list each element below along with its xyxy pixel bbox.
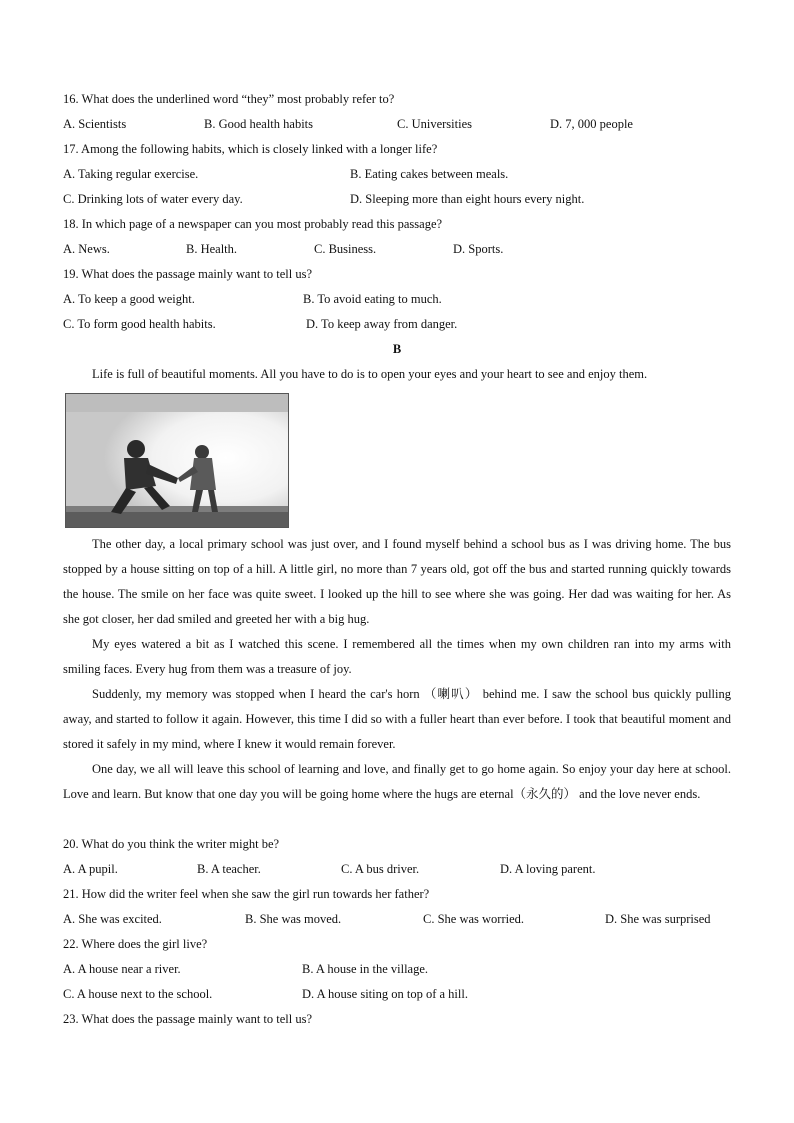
q16-option-d: D. 7, 000 people bbox=[550, 117, 633, 131]
q22-option-d: D. A house siting on top of a hill. bbox=[302, 987, 468, 1001]
section-b-heading: B bbox=[392, 342, 402, 356]
q19-option-b: B. To avoid eating to much. bbox=[303, 292, 442, 306]
question-16: 16. What does the underlined word “they” most probably refer to? bbox=[63, 92, 395, 106]
q17-option-c: C. Drinking lots of water every day. bbox=[63, 192, 243, 206]
q18-option-b: B. Health. bbox=[186, 242, 238, 256]
q21-option-a: A. She was excited. bbox=[63, 912, 162, 926]
q17-option-d: D. Sleeping more than eight hours every night. bbox=[350, 192, 585, 206]
q19-option-a: A. To keep a good weight. bbox=[63, 292, 195, 306]
question-22: 22. Where does the girl live? bbox=[63, 937, 208, 951]
q18-option-a: A. News. bbox=[63, 242, 110, 256]
passage-paragraph-3: Suddenly, my memory was stopped when I heard the car's horn （喇叭） behind me. I saw the school bus quickly pulling away, and started to follow it again. However, this time I did so with a fuller heart than ever before. I took that beautiful moment and stored it safely in my mind, where I knew it would remain forever. bbox=[63, 687, 731, 751]
passage-paragraph-2: My eyes watered a bit as I watched this scene. I remembered all the times when my own children ran into my arms with smiling faces. Every hug from them was a treasure of joy. bbox=[63, 637, 731, 676]
q22-option-b: B. A house in the village. bbox=[302, 962, 429, 976]
q21-option-d: D. She was surprised bbox=[605, 912, 711, 926]
q16-option-b: B. Good health habits bbox=[204, 117, 314, 131]
q22-option-a: A. A house near a river. bbox=[63, 962, 181, 976]
question-20: 20. What do you think the writer might be? bbox=[63, 837, 280, 851]
q21-option-c: C. She was worried. bbox=[423, 912, 525, 926]
father-daughter-photo bbox=[65, 393, 289, 528]
question-18: 18. In which page of a newspaper can you most probably read this passage? bbox=[63, 217, 443, 231]
q20-option-d: D. A loving parent. bbox=[500, 862, 596, 876]
q16-option-c: C. Universities bbox=[397, 117, 472, 131]
q19-option-c: C. To form good health habits. bbox=[63, 317, 216, 331]
q20-option-c: C. A bus driver. bbox=[341, 862, 420, 876]
question-21: 21. How did the writer feel when she saw the girl run towards her father? bbox=[63, 887, 430, 901]
passage-paragraph-1: The other day, a local primary school was just over, and I found myself behind a school bus as I was driving home. The bus stopped by a house sitting on top of a hill. A little girl, no more than 7 years old, got off the bus and started running quickly towards the house. The smile on her face was quite sweet. I looked up the hill to see where she was going. Her dad was waiting for her. As she got closer, her dad smiled and greeted her with a big hug. bbox=[63, 537, 731, 626]
passage-paragraph-4: One day, we all will leave this school of learning and love, and finally get to go home again. So enjoy your day here at school. Love and learn. But know that one day you will be going home where the hugs are eternal（永久的） and the love never ends. bbox=[63, 762, 731, 801]
q20-option-a: A. A pupil. bbox=[63, 862, 118, 876]
q18-option-d: D. Sports. bbox=[453, 242, 504, 256]
q17-option-b: B. Eating cakes between meals. bbox=[350, 167, 509, 181]
q18-option-c: C. Business. bbox=[314, 242, 377, 256]
q22-option-c: C. A house next to the school. bbox=[63, 987, 213, 1001]
section-b-intro: Life is full of beautiful moments. All you have to do is to open your eyes and your heart to see and enjoy them. bbox=[92, 367, 648, 381]
q19-option-d: D. To keep away from danger. bbox=[306, 317, 458, 331]
question-19: 19. What does the passage mainly want to tell us? bbox=[63, 267, 313, 281]
photo-illustration bbox=[66, 394, 288, 527]
q16-option-a: A. Scientists bbox=[63, 117, 127, 131]
q21-option-b: B. She was moved. bbox=[245, 912, 342, 926]
q17-option-a: A. Taking regular exercise. bbox=[63, 167, 199, 181]
question-23: 23. What does the passage mainly want to tell us? bbox=[63, 1012, 313, 1026]
question-17: 17. Among the following habits, which is closely linked with a longer life? bbox=[63, 142, 438, 156]
q20-option-b: B. A teacher. bbox=[197, 862, 261, 876]
